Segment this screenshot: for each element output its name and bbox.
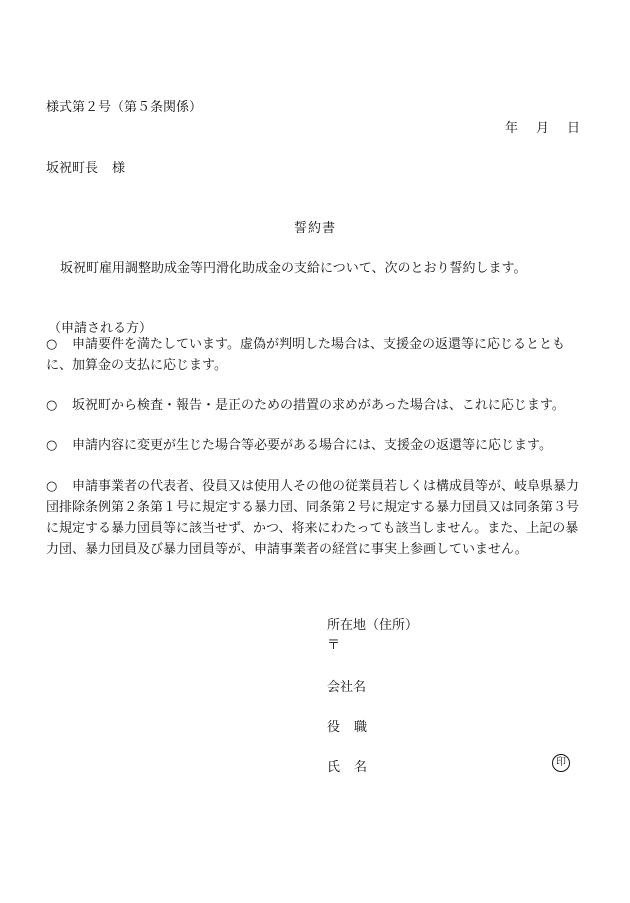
- address-label: 所在地（住所）: [327, 618, 419, 633]
- bullet-mark: ○: [46, 438, 58, 453]
- document-title: 誓約書: [293, 221, 336, 236]
- pledge-item: [46, 334, 586, 376]
- role-label-char-1: 役: [327, 720, 341, 735]
- name-label: [327, 756, 582, 775]
- form-number: 様式第２号（第５条関係）: [46, 100, 203, 115]
- pledge-item-text: 申請要件を満たしています。虚偽が判明した場合は、支援金の返還等に応じるとともに、加算金の支払に応じます。: [46, 337, 565, 373]
- pledge-item-text: 申請内容に変更が生じた場合等必要がある場合には、支援金の返還等に応じます。: [72, 438, 552, 453]
- postal-mark: 〒: [327, 638, 341, 653]
- name-label-char-1: 氏: [327, 760, 341, 775]
- date-line: [505, 117, 580, 136]
- addressee-name: 坂祝町長: [46, 161, 99, 176]
- role-label: [327, 716, 367, 735]
- seal-mark: 印: [552, 754, 570, 772]
- pledge-item: [46, 476, 586, 560]
- pledge-intro: 坂祝町雇用調整助成金等円滑化助成金の支給について、次のとおり誓約します。: [60, 261, 527, 276]
- date-day-label: 日: [566, 121, 580, 136]
- date-year-label: 年: [504, 121, 518, 136]
- role-label-char-2: 職: [354, 720, 368, 735]
- bullet-mark: ○: [46, 479, 58, 494]
- pledge-item-text: 坂祝町から検査・報告・是正のための措置の求めがあった場合は、これに応じます。: [72, 398, 565, 413]
- section-heading: （申請される方）: [48, 321, 153, 336]
- bullet-mark: ○: [46, 337, 58, 352]
- company-label: 会社名: [327, 680, 367, 695]
- addressee: [46, 157, 125, 176]
- date-month-label: 月: [535, 121, 549, 136]
- pledge-item-text: 申請事業者の代表者、役員又は使用人その他の従業員若しくは構成員等が、岐阜県暴力団排除条例第２条第１号に規定する暴力団、同条第２号に規定する暴力団員又は同条第３号に規定する暴力団員等に該当せず、かつ、将来にわたっても該当しません。また、上記の暴力団、暴力団員及び暴力団員等が、申請事業者の経営に事実上参画していません。: [46, 479, 580, 557]
- name-label-char-2: 名: [354, 760, 368, 775]
- addressee-honorific: 様: [112, 161, 126, 176]
- pledge-item: [46, 395, 586, 416]
- pledge-item: [46, 435, 586, 456]
- bullet-mark: ○: [46, 398, 58, 413]
